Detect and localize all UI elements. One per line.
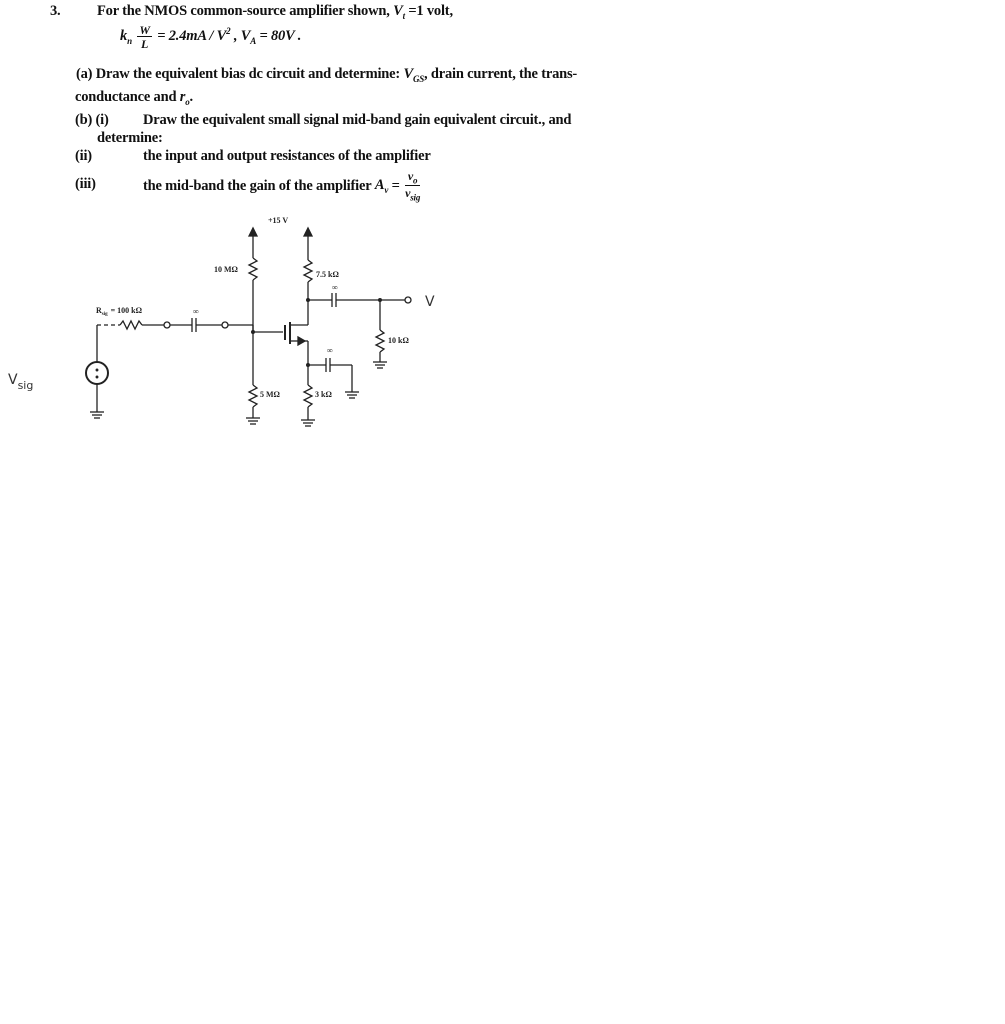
input-capacitor-icon [192,318,196,332]
problem-intro: For the NMOS common-source amplifier shown, [97,3,390,19]
resistor-rsig-icon [120,321,142,329]
part-b-i-label: (b) (i) [75,112,109,128]
resistor-7k5-icon [304,260,312,282]
part-b-iii-label: (iii) [75,176,96,192]
w-over-l: $\frac{W}{L}$ [139,23,150,51]
r-gate-bottom-label: 5 MΩ [260,390,280,399]
vt-symbol: $V_t$ [393,3,405,21]
ground-icon [345,392,359,398]
kn-value: = $2.4mA / V^2$ [157,26,231,45]
resistor-10k-load-icon [376,330,384,352]
vgs-symbol: $V_{GS}$ [403,66,425,84]
handwritten-vsig: $V_{sig}$ [8,372,34,392]
r-drain-label: 7.5 kΩ [316,270,339,279]
amplifier-circuit-diagram [0,200,480,440]
va-value: , $V_A = 80V$ . [233,28,302,47]
kn-equation [120,24,301,50]
supply-label: +15 V [268,216,289,225]
problem-number: 3. [50,3,61,19]
drain-supply-arrow-icon [304,228,312,260]
ground-icon [90,412,104,418]
ro-symbol: $r_o$ [179,89,190,107]
resistor-3k-icon [304,385,312,407]
gate-supply-arrow-icon [249,228,257,258]
av-symbol: $A_v$ [374,177,389,196]
part-b-i-text: Draw the equivalent small signal mid-band gain equivalent circuit., and [143,112,572,128]
vt-value: =1 volt, [408,3,453,19]
part-a-line1: (a) Draw the equivalent bias dc circuit and determine: $V_{GS}$, drain current, the trans- [76,66,578,84]
bypass-capacitor-icon [326,358,330,372]
r-load-label: 10 kΩ [388,336,409,345]
r-gate-top-label: 10 MΩ [214,265,238,274]
part-a-line2: conductance and $r_o$. [75,89,193,107]
nmos-transistor-icon [253,320,308,370]
problem-intro-line [97,3,453,21]
part-b-i-text2: determine: [97,130,163,146]
part-b-ii-label: (ii) [75,148,92,164]
ground-icon [301,420,315,426]
output-capacitor-icon [332,293,336,307]
resistor-5meg-icon [249,385,257,407]
signal-source-icon [86,362,108,384]
output-label: V [425,294,435,310]
ground-icon [246,418,260,424]
kn-symbol: $k_n$ [120,28,132,47]
r-source-label: 3 kΩ [315,390,332,399]
r-sig-label: $R_{sig} = 100$ kΩ [96,306,143,317]
part-b-ii-text: the input and output resistances of the amplifier [143,148,431,164]
svg-text:∞: ∞ [327,346,333,355]
svg-text:∞: ∞ [193,307,199,316]
svg-text:∞: ∞ [332,283,338,292]
resistor-10meg-icon [249,258,257,280]
gain-fraction: $\frac{v_o}{v_{sig}}$ [405,169,421,203]
ground-icon [373,362,387,368]
part-b-iii-line: the mid-band the gain of the amplifier $A_v$ = $\frac{v_o}{v_{sig}}$ [143,169,421,203]
